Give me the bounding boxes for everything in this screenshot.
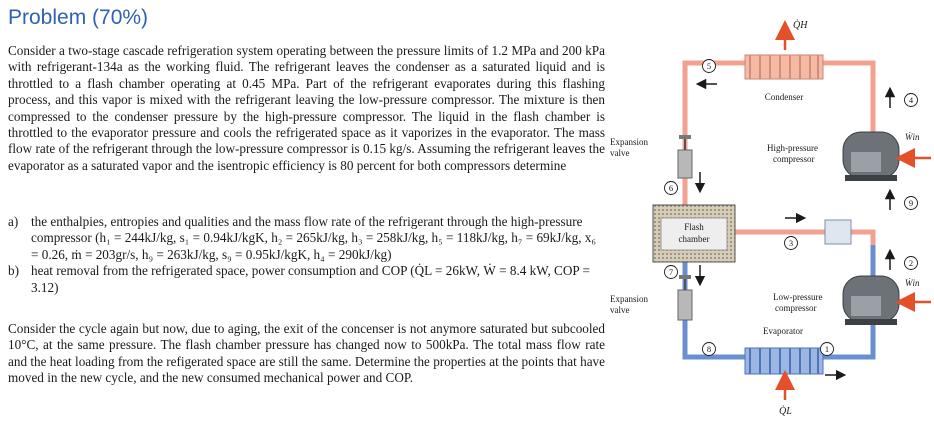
question-text: the enthalpies, entropies and qualities and the mass flow rate of the refrigerant through the high-pressure compressor (h₁ = 244kJ/kg, s₁ = 0.94kJ/kgK, h₂ = 265kJ/kg, h₃ = 258kJ/kg, h₅ = 118kJ/kg, h₇ = 69kJ/kg, x₆ = 0.26, ṁ = 203gr/s, h₉ = 263kJ/kg, s₉ = 0.95kJ/kgK, h₄ = 290kJ/kg) <box>31 214 596 262</box>
state-number: 9 <box>908 198 914 208</box>
problem-statement: Consider a two-stage cascade refrigeration system operating between the pressure limits of 1.2 MPa and 200 kPa with refrigerant-134a as the working fluid. The refrigerant leaves the condenser as a saturated liquid and is throttled to a flash chamber operating at 0.45 MPa. Part of the refrigerant evaporates during this flashing process, and this vapor is mixed with the refrigerant leaving the low-pressure compressor. The mixture is then compressed to the condenser pressure by the high-pressure compressor. The liquid in the flash chamber is throttled to the evaporator pressure and cools the refrigerated space as it vaporizes in the evaporator. The mass flow rate of the refrigerant through the low-pressure compressor is 0.15 kg/s. Assuming the refrigerant leaves the evaporator as a saturated vapor and the isentropic efficiency is 80 percent for both compressors determine <box>8 43 605 173</box>
compressor-label: High-pressure <box>767 143 818 153</box>
flash-label: Flash <box>684 222 704 232</box>
question-a <box>8 214 605 263</box>
question-list <box>8 214 605 296</box>
valve-label: Expansion <box>610 294 648 304</box>
state-number: 1 <box>824 344 830 354</box>
flash-chamber <box>653 205 735 262</box>
state-number: 5 <box>706 61 712 71</box>
heat-absorption-arrow <box>779 380 792 417</box>
lower-expansion-valve <box>610 275 692 320</box>
state-number: 4 <box>908 95 914 105</box>
question-label: a) <box>8 214 19 229</box>
valve-label: Expansion <box>610 137 648 147</box>
valve-label: valve <box>610 305 630 315</box>
condenser-label: Condenser <box>764 92 804 102</box>
page-title: Problem (70%) <box>8 6 149 29</box>
state-number: 6 <box>668 183 674 193</box>
heat-rejection-arrow <box>785 19 808 50</box>
low-pressure-compressor <box>773 276 931 325</box>
mixing-chamber <box>825 220 851 244</box>
compressor-label: compressor <box>773 154 815 164</box>
question-b <box>8 263 605 296</box>
win-label: Ẇin <box>905 278 920 288</box>
valve-label: valve <box>610 148 630 158</box>
upper-expansion-valve <box>610 135 692 178</box>
flash-label: chamber <box>678 234 710 244</box>
qh-label: Q̇H <box>793 20 808 31</box>
condenser <box>745 55 823 102</box>
state-number: 3 <box>788 238 794 248</box>
question-text: heat removal from the refrigerated space, power consumption and COP (Q̇L = 26kW, Ẇ = 8.4 kW, COP = 3.12) <box>31 263 590 295</box>
evaporator-label: Evaporator <box>763 326 803 336</box>
ql-label: Q̇L <box>779 406 792 417</box>
compressor-label: compressor <box>775 303 817 313</box>
high-pressure-compressor <box>767 132 931 181</box>
state-number: 7 <box>668 267 674 277</box>
question-label: b) <box>8 263 19 279</box>
followup-statement: Consider the cycle again but now, due to aging, the exit of the concenser is not anymore saturated but subcooled 10°C, at the same pressure. The flash chamber pressure has changed now to 500kPa. The total mass flow rate and the heat loading from the refigerated space are still the same. Determine the properties at the points that have moved in the new cycle, and the new consumed mechanical power and COP. <box>8 321 605 386</box>
state-number: 2 <box>908 258 914 268</box>
cascade-refrigeration-diagram <box>605 0 934 421</box>
compressor-label: Low-pressure <box>773 292 823 302</box>
evaporator <box>745 326 823 374</box>
state-number: 8 <box>706 344 712 354</box>
win-label: Ẇin <box>905 132 920 142</box>
